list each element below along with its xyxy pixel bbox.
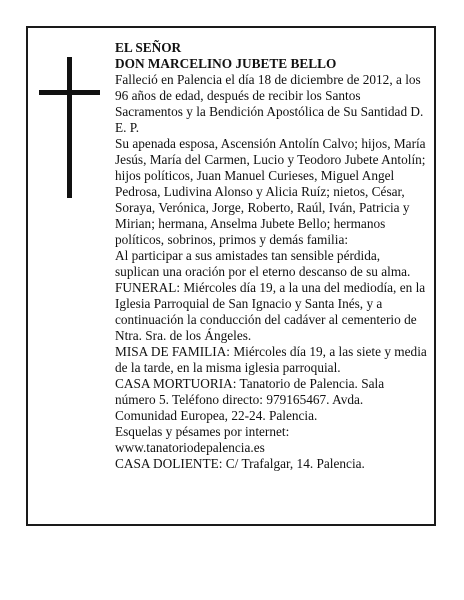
funeral-home-details: CASA MORTUORIA: Tanatorio de Palencia. Sala número 5. Teléfono directo: 979165467. Avda. Comunidad Europea, 22-24. Palencia.: [115, 376, 385, 423]
funeral-details: FUNERAL: Miércoles día 19, a la una del mediodía, en la Iglesia Parroquial de San Ignacio y Santa Inés, y a continuación la conducción del cadáver al cementerio de Ntra. Sra. de los Ángeles.: [115, 280, 426, 343]
family-mass-details: MISA DE FAMILIA: Miércoles día 19, a las siete y media de la tarde, en la misma iglesia parroquial.: [115, 344, 427, 375]
notice-heading: EL SEÑOR: [115, 40, 182, 55]
notice-body: [115, 40, 427, 472]
family-list: Su apenada esposa, Ascensión Antolín Calvo; hijos, María Jesús, María del Carmen, Lucio y Teodoro Jubete Antolín; hijos políticos, Juan Manuel Curieses, Miguel Angel Pedrosa, Ludivina Alonso y Alicia Ruíz; nietos, César, Soraya, Verónica, Jorge, Roberto, Raúl, Iván, Patricia y Mirian; hermana, Anselma Jubete Bello; hermanos políticos, sobrinos, primos y demás familia:: [115, 136, 426, 247]
mourning-house: CASA DOLIENTE: C/ Trafalgar, 14. Palencia.: [115, 456, 365, 471]
obituary-notice: [26, 26, 436, 526]
prayer-request: Al participar a sus amistades tan sensible pérdida, suplican una oración por el eterno descanso de su alma.: [115, 248, 411, 279]
cross-vertical-bar: [67, 57, 72, 198]
online-condolences: Esquelas y pésames por internet: www.tanatoriodepalencia.es: [115, 424, 290, 455]
deceased-name: DON MARCELINO JUBETE BELLO: [115, 56, 337, 71]
cross-horizontal-bar: [39, 90, 100, 95]
death-announcement: Falleció en Palencia el día 18 de diciembre de 2012, a los 96 años de edad, después de recibir los Santos Sacramentos y la Bendición Apostólica de Su Santidad D. E. P.: [115, 72, 424, 135]
